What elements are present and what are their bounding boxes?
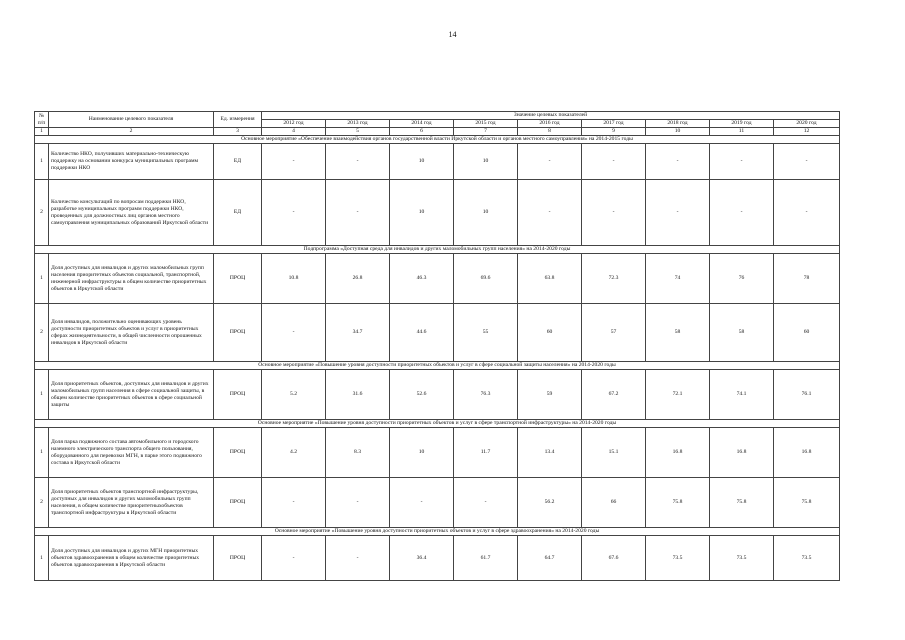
page-number: 14 bbox=[448, 30, 457, 39]
year-value: 60 bbox=[518, 304, 582, 362]
header-year: 2014 год bbox=[390, 120, 454, 128]
year-value: 74 bbox=[646, 254, 710, 304]
year-value: 72.3 bbox=[582, 254, 646, 304]
indicator-name: Доля инвалидов, положительно оценивающих уровень доступности приоритетных объектов и услуг в приоритетных сферах жизнедеятельности, в общей численности опрошенных инвалидов в Иркутской области bbox=[49, 304, 214, 362]
year-value: 58 bbox=[710, 304, 774, 362]
year-value: - bbox=[646, 144, 710, 180]
year-value: 67.2 bbox=[582, 370, 646, 420]
section-title: Основное мероприятие «Повышение уровня доступности приоритетных объектов и услуг в сфере здравоохранения» на 2014-2020 годы bbox=[35, 528, 840, 536]
row-number: 1 bbox=[35, 370, 49, 420]
table-row bbox=[35, 144, 840, 180]
year-value: 31.6 bbox=[326, 370, 390, 420]
column-number: 1 bbox=[35, 128, 49, 136]
column-number: 9 bbox=[582, 128, 646, 136]
year-value: 4.2 bbox=[262, 428, 326, 478]
year-value: 10 bbox=[390, 428, 454, 478]
table-row bbox=[35, 478, 840, 528]
year-value: 66 bbox=[582, 478, 646, 528]
year-value: - bbox=[262, 144, 326, 180]
year-value: 26.8 bbox=[326, 254, 390, 304]
year-value: 10.8 bbox=[262, 254, 326, 304]
row-number: 1 bbox=[35, 536, 49, 581]
year-value: - bbox=[774, 180, 840, 246]
table-row bbox=[35, 180, 840, 246]
row-number: 2 bbox=[35, 478, 49, 528]
section-title-row bbox=[35, 362, 840, 370]
year-value: 56.2 bbox=[518, 478, 582, 528]
indicator-name: Доля доступных для инвалидов и других маломобильных групп населения приоритетных объектов социальной, транспортной, инженерной инфраструктуры в общем количестве приоритетных объектов в Иркутской области bbox=[49, 254, 214, 304]
column-number: 6 bbox=[390, 128, 454, 136]
row-number: 1 bbox=[35, 144, 49, 180]
header-year: 2012 год bbox=[262, 120, 326, 128]
column-number: 2 bbox=[49, 128, 214, 136]
section-title: Основное мероприятие «Обеспечение взаимодействия органов государственной власти Иркутской области и органов местного самоуправления» на 2014-2015 годы bbox=[35, 136, 840, 144]
indicator-name: Количество НКО, получивших материально-техническую поддержку на основании конкурса муниципальных программ поддержки НКО bbox=[49, 144, 214, 180]
year-value: 73.5 bbox=[646, 536, 710, 581]
year-value: - bbox=[518, 180, 582, 246]
year-value: 10 bbox=[390, 144, 454, 180]
table-row bbox=[35, 536, 840, 581]
header-year: 2020 год bbox=[774, 120, 840, 128]
year-value: 11.7 bbox=[454, 428, 518, 478]
row-number: 2 bbox=[35, 180, 49, 246]
year-value: - bbox=[774, 144, 840, 180]
year-value: 16.8 bbox=[646, 428, 710, 478]
column-number: 4 bbox=[262, 128, 326, 136]
unit-of-measure: ЕД bbox=[214, 144, 262, 180]
table-row bbox=[35, 370, 840, 420]
unit-of-measure: ПРОЦ bbox=[214, 428, 262, 478]
unit-of-measure: ПРОЦ bbox=[214, 254, 262, 304]
year-value: 76 bbox=[710, 254, 774, 304]
year-value: 75.8 bbox=[710, 478, 774, 528]
year-value: 72.1 bbox=[646, 370, 710, 420]
indicator-name: Количество консультаций по вопросам поддержки НКО, разработке муниципальных программ поддержки НКО, проведенных для должностных лиц органов местного самоуправления муниципальных образований Иркутской области bbox=[49, 180, 214, 246]
section-title-row bbox=[35, 528, 840, 536]
year-value: - bbox=[262, 536, 326, 581]
year-value: 15.1 bbox=[582, 428, 646, 478]
year-value: - bbox=[390, 478, 454, 528]
header-year: 2019 год bbox=[710, 120, 774, 128]
year-value: 5.2 bbox=[262, 370, 326, 420]
column-number: 10 bbox=[646, 128, 710, 136]
section-title: Подпрограмма «Доступная среда для инвалидов и других маломобильных групп населения» на 2014-2020 годы bbox=[35, 246, 840, 254]
year-value: 69.6 bbox=[454, 254, 518, 304]
year-value: 75.8 bbox=[646, 478, 710, 528]
table-row bbox=[35, 304, 840, 362]
year-value: 13.4 bbox=[518, 428, 582, 478]
year-value: 10 bbox=[454, 144, 518, 180]
unit-of-measure: ПРОЦ bbox=[214, 370, 262, 420]
header-col-values: Значение целевых показателей bbox=[262, 112, 840, 120]
year-value: - bbox=[262, 180, 326, 246]
year-value: 57 bbox=[582, 304, 646, 362]
section-title-row bbox=[35, 420, 840, 428]
year-value: 61.7 bbox=[454, 536, 518, 581]
year-value: 74.1 bbox=[710, 370, 774, 420]
year-value: - bbox=[326, 144, 390, 180]
unit-of-measure: ПРОЦ bbox=[214, 536, 262, 581]
year-value: 73.5 bbox=[710, 536, 774, 581]
year-value: 8.3 bbox=[326, 428, 390, 478]
year-value: 52.6 bbox=[390, 370, 454, 420]
indicator-name: Доля приоритетных объектов, доступных для инвалидов и других маломобильных групп населения в сфере социальной защиты, в общем количестве приоритетных объектов в сфере социальной защиты bbox=[49, 370, 214, 420]
year-value: - bbox=[454, 478, 518, 528]
year-value: - bbox=[518, 144, 582, 180]
header-row-1 bbox=[35, 112, 840, 120]
header-year: 2013 год bbox=[326, 120, 390, 128]
indicator-name: Доля доступных для инвалидов и других МГН приоритетных объектов здравоохранения в общем количестве приоритетных объектов здравоохранения в Иркутской области bbox=[49, 536, 214, 581]
table-row bbox=[35, 254, 840, 304]
year-value: 34.7 bbox=[326, 304, 390, 362]
year-value: 16.8 bbox=[774, 428, 840, 478]
year-value: 67.6 bbox=[582, 536, 646, 581]
header-col-name: Наименование целевого показателя bbox=[49, 112, 214, 128]
table-row bbox=[35, 428, 840, 478]
unit-of-measure: ЕД bbox=[214, 180, 262, 246]
year-value: - bbox=[582, 180, 646, 246]
year-value: 73.5 bbox=[774, 536, 840, 581]
year-value: - bbox=[262, 478, 326, 528]
section-title: Основное мероприятие «Повышение уровня доступности приоритетных объектов и услуг в сфере социальной защиты населения» на 2014-2020 годы bbox=[35, 362, 840, 370]
section-title-row bbox=[35, 136, 840, 144]
year-value: 46.3 bbox=[390, 254, 454, 304]
year-value: 78 bbox=[774, 254, 840, 304]
year-value: - bbox=[326, 536, 390, 581]
year-value: - bbox=[326, 180, 390, 246]
section-title: Основное мероприятие «Повышение уровня доступности приоритетных объектов и услуг в сфере транспортной инфраструктуры» на 2014-2020 годы bbox=[35, 420, 840, 428]
row-number: 1 bbox=[35, 428, 49, 478]
column-number: 12 bbox=[774, 128, 840, 136]
row-number: 1 bbox=[35, 254, 49, 304]
year-value: 63.8 bbox=[518, 254, 582, 304]
column-numbers-row bbox=[35, 128, 840, 136]
column-number: 5 bbox=[326, 128, 390, 136]
year-value: - bbox=[710, 144, 774, 180]
unit-of-measure: ПРОЦ bbox=[214, 478, 262, 528]
year-value: 76.1 bbox=[774, 370, 840, 420]
header-year: 2016 год bbox=[518, 120, 582, 128]
target-indicators-table bbox=[34, 111, 840, 581]
year-value: 58 bbox=[646, 304, 710, 362]
year-value: - bbox=[646, 180, 710, 246]
unit-of-measure: ПРОЦ bbox=[214, 304, 262, 362]
year-value: 60 bbox=[774, 304, 840, 362]
year-value: 36.4 bbox=[390, 536, 454, 581]
year-value: 10 bbox=[454, 180, 518, 246]
header-col-unit: Ед. измерения bbox=[214, 112, 262, 128]
year-value: 16.8 bbox=[710, 428, 774, 478]
year-value: - bbox=[710, 180, 774, 246]
year-value: 64.7 bbox=[518, 536, 582, 581]
column-number: 8 bbox=[518, 128, 582, 136]
header-year: 2015 год bbox=[454, 120, 518, 128]
year-value: - bbox=[326, 478, 390, 528]
year-value: 59 bbox=[518, 370, 582, 420]
section-title-row bbox=[35, 246, 840, 254]
row-number: 2 bbox=[35, 304, 49, 362]
indicator-name: Доля приоритетных объектов транспортной инфраструктуры, доступных для инвалидов и других маломобильных групп населения, в общем количестве приоритетныхобъектов транспортной инфраструктуры в Иркутской области bbox=[49, 478, 214, 528]
year-value: 75.8 bbox=[774, 478, 840, 528]
year-value: 76.3 bbox=[454, 370, 518, 420]
indicator-name: Доля парка подвижного состава автомобильного и городского наземного электрического транспорта общего пользования, оборудованного для перевозки МГН, в парке этого подвижного состава в Иркутской области bbox=[49, 428, 214, 478]
year-value: 55 bbox=[454, 304, 518, 362]
column-number: 7 bbox=[454, 128, 518, 136]
header-col-no: № п/п bbox=[35, 112, 49, 128]
year-value: 10 bbox=[390, 180, 454, 246]
column-number: 11 bbox=[710, 128, 774, 136]
header-year: 2018 год bbox=[646, 120, 710, 128]
year-value: - bbox=[262, 304, 326, 362]
column-number: 3 bbox=[214, 128, 262, 136]
header-year: 2017 год bbox=[582, 120, 646, 128]
year-value: - bbox=[582, 144, 646, 180]
year-value: 44.6 bbox=[390, 304, 454, 362]
